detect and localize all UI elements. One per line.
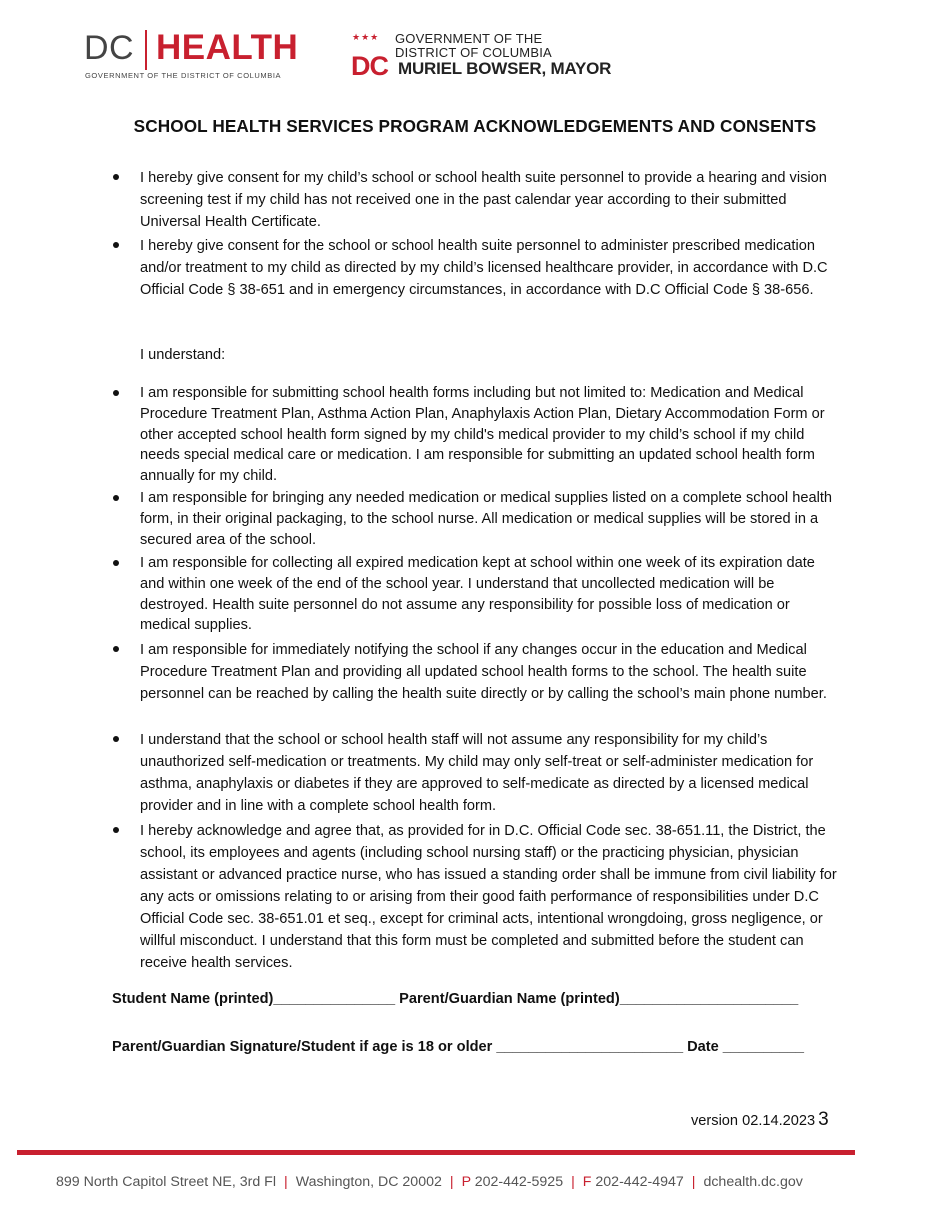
gov-line-2: DISTRICT OF COLUMBIA [395, 45, 552, 60]
responsibility-item: I am responsible for bringing any needed medication or medical supplies listed on a complete school health form, in their original packaging, to the school nurse. All medication or medical supplies will be stored in a secured area of the school. [140, 490, 832, 548]
separator: | [571, 1174, 575, 1190]
footer-divider [17, 1150, 855, 1155]
responsibility-item: I am responsible for immediately notifying the school if any changes occur in the education and Medical Procedure Treatment Plan and providing all updated school health forms to the school. The health suite personnel can be reached by calling the health suite directly or by calling the school’s main phone number. [140, 642, 827, 702]
page-title: SCHOOL HEALTH SERVICES PROGRAM ACKNOWLEDGEMENTS AND CONSENTS [133, 116, 817, 136]
version-text: version 02.14.2023 [691, 1113, 816, 1129]
separator: | [691, 1174, 696, 1190]
responsibility-item: I am responsible for collecting all expired medication kept at school within one week of its expiration date and within one week of the end of the school year. I understand that uncollected medication will be destroyed. Health suite personnel do not assume any responsibility for possible loss of medication or medical supplies. [140, 555, 815, 634]
footer-address: 899 North Capitol Street NE, 3rd Fl [56, 1174, 277, 1190]
bullet-icon [112, 821, 122, 831]
fax-prefix: F [582, 1174, 592, 1190]
consent-item: I hereby give consent for my child’s school or school health suite personnel to provide a hearing and vision screening test if my child has not received one in the past calendar year according to their submitted Universal Health Certificate. [140, 170, 827, 230]
bullet-icon [112, 640, 122, 650]
logo-subtitle: GOVERNMENT OF THE DISTRICT OF COLUMBIA [85, 71, 282, 80]
gov-line-1: GOVERNMENT OF THE [395, 31, 543, 46]
bullet-icon [112, 168, 122, 178]
responsibility-item: I hereby acknowledge and agree that, as provided for in D.C. Official Code sec. 38-651.11, the District, the school, its employees and agents (including school nursing staff) or the practicing physician, physician assistant or advanced practice nurse, who has issued a standing order shall be immune from civil liability for any acts or omissions relating to or arising from their good faith performance of responsibilities under D.C Official Code sec. 38-651.01 et seq., except for criminal acts, intentional wrongdoing, gross negligence, or willful misconduct. I understand that this form must be completed and submitted before the student can receive health services. [140, 823, 837, 971]
bullet-icon [112, 384, 122, 394]
separator: | [284, 1174, 288, 1190]
footer-fax: 202-442-4947 [595, 1174, 684, 1190]
understand-label: I understand: [140, 347, 226, 363]
signature-date-line[interactable]: Parent/Guardian Signature/Student if age is 18 or older _______________________ Date __________ [112, 1039, 804, 1055]
footer-phone: 202-442-5925 [474, 1174, 564, 1190]
footer-city: Washington, DC 20002 [295, 1174, 442, 1190]
gov-dc-mark: DC [351, 51, 388, 81]
bullet-icon [112, 554, 122, 564]
gov-mayor-line: MURIEL BOWSER, MAYOR [398, 59, 612, 78]
bullet-icon [112, 236, 122, 246]
dc-government-logo [351, 32, 611, 82]
footer-contact [56, 1174, 803, 1190]
page-number: 3 [818, 1109, 829, 1130]
responsibility-item: I am responsible for submitting school health forms including but not limited to: Medication and Medical Procedure Treatment Plan, Asthma Action Plan, Anaphylaxis Action Plan, Dietary Accommodation Form or other accepted school health form signed by my child's medical provider to my child’s school if my child needs special medical care or medication. I am responsible for submitting an updated school health form annually for my child. [140, 385, 825, 485]
student-parent-name-line[interactable]: Student Name (printed)_______________ Parent/Guardian Name (printed)______________________ [112, 991, 799, 1007]
bullet-icon [112, 730, 122, 740]
separator: | [449, 1174, 454, 1190]
logo-dc-text: DC [84, 29, 135, 67]
logo-divider [145, 30, 147, 70]
stars-icon: ★★★ [352, 32, 380, 42]
dc-health-logo [84, 28, 314, 84]
responsibility-item: I understand that the school or school health staff will not assume any responsibility for my child’s unauthorized self-medication or treatments. My child may only self-treat or self-administer medication for asthma, anaphylaxis or diabetes if they are approved to self-medicate as directed by a licensed medical provider and in line with a complete school health form. [140, 732, 814, 814]
bullet-icon [112, 489, 122, 499]
version-label [691, 1109, 829, 1131]
phone-prefix: P [461, 1174, 471, 1190]
footer-website[interactable]: dchealth.dc.gov [703, 1174, 803, 1190]
consent-item: I hereby give consent for the school or school health suite personnel to administer prescribed medication and/or treatment to my child as directed by my child’s licensed healthcare provider, in accordance with D.C Official Code § 38-651 and in emergency circumstances, in accordance with D.C Official Code § 38-656. [140, 238, 828, 298]
logo-health-text: HEALTH [156, 28, 299, 67]
